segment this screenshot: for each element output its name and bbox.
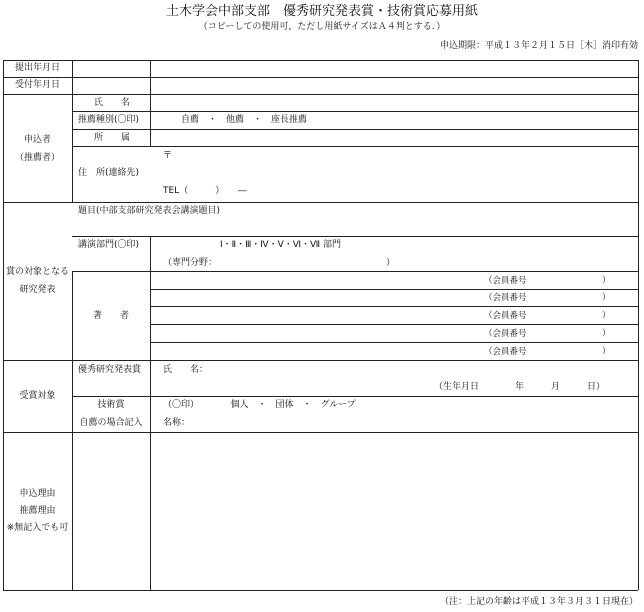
award-name-label: 氏 名： [163, 365, 209, 375]
author-name-field[interactable] [151, 325, 481, 341]
reason-text-area[interactable] [151, 433, 637, 589]
topic-label: 題目(中部支部研究発表会講演題目) [78, 206, 221, 216]
reason-label-apply: 申込理由 [19, 489, 56, 499]
dept-options[interactable]: Ⅰ・Ⅱ・Ⅲ・Ⅳ・Ⅴ・Ⅵ・Ⅶ 部門 [220, 240, 341, 250]
member-number-label: （会員番号 [484, 329, 527, 339]
tel-line: TEL（ ） ― [163, 186, 247, 196]
excellent-award-label: 優秀研究発表賞 [78, 365, 142, 375]
applicant-section-label: 申込者 [23, 135, 51, 145]
member-number-close: ） [602, 347, 611, 357]
member-number-label: （会員番号 [484, 293, 527, 303]
affiliation-label: 所 属 [94, 133, 131, 143]
member-number-close: ） [602, 276, 611, 286]
award-name-field[interactable] [210, 362, 635, 378]
tech-award-options[interactable]: （〇印） 個人 ・ 団体 ・ グループ [163, 400, 356, 410]
name-label: 氏 名 [94, 98, 131, 108]
tech-award-label: 技術賞 [97, 400, 125, 410]
birth-date-line: （生年月日 年 月 日） [434, 382, 606, 392]
self-rec-label: 自薦の場合記入 [79, 418, 143, 428]
member-number-close: ） [602, 329, 611, 339]
research-section-label: 賞の対象となる [5, 267, 69, 277]
address-field[interactable] [175, 148, 635, 184]
receipt-date-label: 受付年月日 [14, 80, 60, 90]
author-name-field[interactable] [151, 272, 481, 288]
tech-title-field[interactable] [195, 415, 635, 431]
form-subtitle: （コピーしての使用可，ただし用紙サイズはＡ４判とする．） [198, 22, 446, 32]
name-field[interactable] [151, 95, 637, 111]
field-close: ） [386, 258, 396, 268]
member-number-close: ） [602, 311, 611, 321]
reason-label-recommend: 推薦理由 [19, 506, 56, 516]
rec-type-label: 推薦種別(〇印) [78, 115, 140, 125]
tech-title-label: 名称： [163, 418, 191, 428]
award-section-label: 受賞対象 [19, 391, 56, 401]
postal-mark: 〒 [163, 151, 173, 161]
deadline-note: 申込期限：平成１３年２月１５日［木］消印有効 [439, 41, 638, 51]
author-name-field[interactable] [151, 307, 481, 323]
reason-optional-note: ※無記入でも可 [6, 523, 69, 533]
author-name-field[interactable] [151, 290, 481, 306]
topic-field[interactable] [78, 219, 636, 235]
receipt-date-field[interactable] [151, 78, 637, 94]
dept-label: 講演部門(〇印) [78, 240, 140, 250]
submit-date-label: 提出年月日 [14, 63, 60, 73]
research-section-label2: 研究発表 [19, 285, 56, 295]
footer-note: （注：上記の年齢は平成１３年３月３１日現在） [439, 597, 638, 607]
member-number-label: （会員番号 [484, 311, 527, 321]
address-label: 住 所(連絡先) [78, 168, 140, 178]
member-number-label: （会員番号 [484, 347, 527, 357]
field-label: （専門分野： [163, 258, 218, 268]
member-number-close: ） [602, 293, 611, 303]
member-number-label: （会員番号 [484, 276, 527, 286]
author-name-field[interactable] [151, 343, 481, 359]
authors-label: 著 者 [93, 311, 130, 321]
affiliation-field[interactable] [151, 130, 637, 146]
applicant-section-sub: （推薦者） [14, 153, 60, 163]
submit-date-field[interactable] [151, 61, 637, 77]
form-title: 土木学会中部支部 優秀研究発表賞・技術賞応募用紙 [165, 4, 478, 19]
rec-type-options[interactable]: 自薦 ・ 他薦 ・ 座長推薦 [181, 115, 308, 125]
